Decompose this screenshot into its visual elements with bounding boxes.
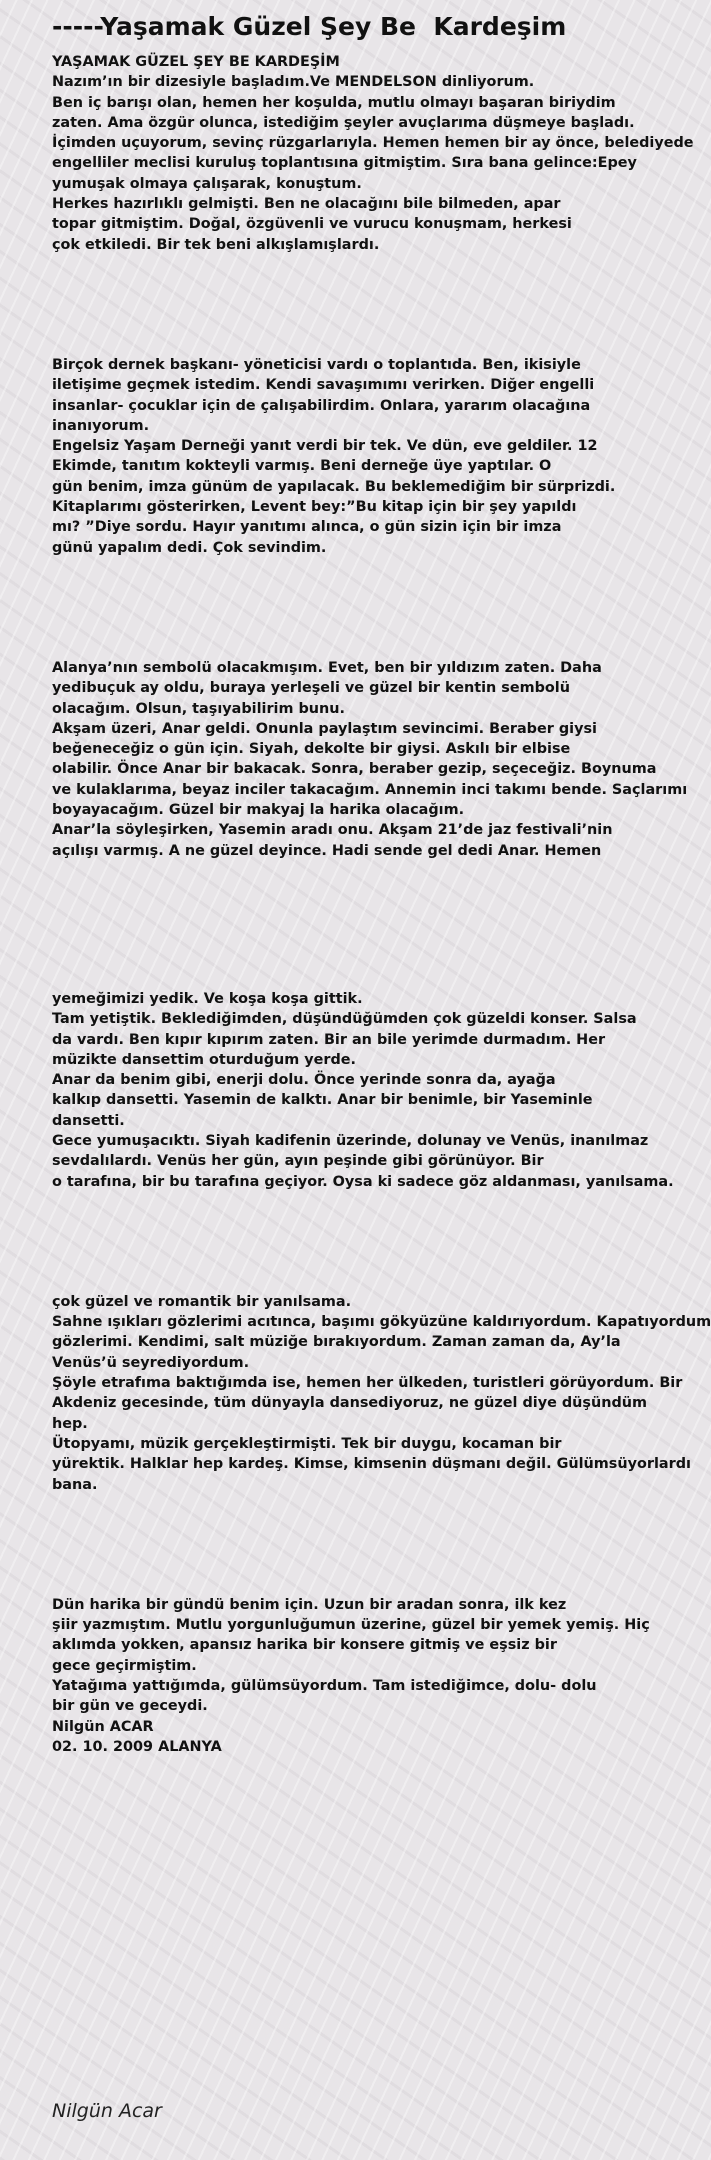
poem-line: Venüs’ü seyrediyordum. xyxy=(52,1354,250,1371)
poem-line: şiir yazmıştım. Mutlu yorgunluğumun üzerine, güzel bir yemek yemiş. Hiç xyxy=(52,1617,650,1634)
poem-line: Alanya’nın sembolü olacakmışım. Evet, ben bir yıldızım zaten. Daha xyxy=(52,659,602,676)
poem-line: Nilgün ACAR xyxy=(52,1718,154,1735)
poem-line: Birçok dernek başkanı- yöneticisi vardı o toplantıda. Ben, ikisiyle xyxy=(52,356,581,373)
stanza xyxy=(52,355,640,558)
poem-line: ve kulaklarıma, beyaz inciler takacağım. Annemin inci takımı bende. Saçlarımı xyxy=(52,781,688,798)
stanza xyxy=(52,52,694,255)
poem-line: yedibuçuk ay oldu, buraya yerleşeli ve güzel bir kentin sembolü xyxy=(52,680,570,697)
poem-line: hep. xyxy=(52,1415,88,1432)
poem-line: gece geçirmiştim. xyxy=(52,1657,197,1674)
poem-line: Kitaplarımı gösterirken, Levent bey:”Bu kitap için bir şey yapıldı xyxy=(52,499,577,516)
stanza xyxy=(52,1292,711,1495)
poem-line: çok etkiledi. Bir tek beni alkışlamışlardı. xyxy=(52,236,380,253)
poem-line: bir gün ve geceydi. xyxy=(52,1698,208,1715)
poem-line: da vardı. Ben kıpır kıpırım zaten. Bir an bile yerimde durmadım. Her xyxy=(52,1031,606,1048)
poem-line: yürektik. Halklar hep kardeş. Kimse, kimsenin düşmanı değil. Gülümsüyorlardı xyxy=(52,1456,691,1473)
poem-line: olacağım. Olsun, taşıyabilirim bunu. xyxy=(52,700,345,717)
poem-line: İçimden uçuyorum, sevinç rüzgarlarıyla. Hemen hemen bir ay önce, belediyede xyxy=(52,135,694,152)
author-signature: Nilgün Acar xyxy=(52,2100,162,2122)
poem-line: Akdeniz gecesinde, tüm dünyayla dansediyoruz, ne güzel diye düşündüm xyxy=(52,1395,648,1412)
poem-line: Sahne ışıkları gözlerimi acıtınca, başımı gökyüzüne kaldırıyordum. Kapatıyordum xyxy=(52,1314,711,1331)
poem-line: Ütopyamı, müzik gerçekleştirmişti. Tek bir duygu, kocaman bir xyxy=(52,1435,562,1452)
poem-line: yumuşak olmaya çalışarak, konuştum. xyxy=(52,175,362,192)
poem-line: engelliler meclisi kuruluş toplantısına gitmiştim. Sıra bana gelince:Epey xyxy=(52,155,637,172)
poem-line: boyayacağım. Güzel bir makyaj la harika olacağım. xyxy=(52,802,465,819)
poem-line: topar gitmiştim. Doğal, özgüvenli ve vurucu konuşmam, herkesi xyxy=(52,216,572,233)
poem-line: Anar’la söyleşirken, Yasemin aradı onu. Akşam 21’de jaz festivali’nin xyxy=(52,822,613,839)
poem-line: gün benim, imza günüm de yapılacak. Bu beklemediğim bir sürprizdi. xyxy=(52,478,616,495)
poem-line: Nazım’ın bir dizesiyle başladım.Ve MENDELSON dinliyorum. xyxy=(52,74,535,91)
poem-line: 02. 10. 2009 ALANYA xyxy=(52,1738,222,1755)
poem-body xyxy=(52,52,711,1757)
poem-line: çok güzel ve romantik bir yanılsama. xyxy=(52,1293,352,1310)
poem-line: mı? ”Diye sordu. Hayır yanıtımı alınca, o gün sizin için bir imza xyxy=(52,519,562,536)
poem-line: iletişime geçmek istedim. Kendi savaşımımı verirken. Diğer engelli xyxy=(52,377,595,394)
poem-line: Engelsiz Yaşam Derneği yanıt verdi bir tek. Ve dün, eve geldiler. 12 xyxy=(52,438,598,455)
poem-line: açılışı varmış. A ne güzel deyince. Hadi sende gel dedi Anar. Hemen xyxy=(52,842,602,859)
poem-line: aklımda yokken, apansız harika bir konsere gitmiş ve eşsiz bir xyxy=(52,1637,557,1654)
poem-line: Şöyle etrafıma baktığımda ise, hemen her ülkeden, turistleri görüyordum. Bir xyxy=(52,1375,683,1392)
stanza xyxy=(52,1595,650,1757)
poem-line: Gece yumuşacıktı. Siyah kadifenin üzerinde, dolunay ve Venüs, inanılmaz xyxy=(52,1132,649,1149)
poem-title: -----Yaşamak Güzel Şey Be Kardeşim xyxy=(52,12,567,41)
poem-line: kalkıp dansetti. Yasemin de kalktı. Anar bir benimle, bir Yaseminle xyxy=(52,1092,593,1109)
poem-line: dansetti. xyxy=(52,1112,125,1129)
poem-line: sevdalılardı. Venüs her gün, ayın peşinde gibi görünüyor. Bir xyxy=(52,1153,544,1170)
poem-line: Anar da benim gibi, enerji dolu. Önce yerinde sonra da, ayağa xyxy=(52,1072,556,1089)
poem-line: insanlar- çocuklar için de çalışabilirdim. Onlara, yararım olacağına xyxy=(52,397,591,414)
poem-line: beğeneceğiz o gün için. Siyah, dekolte bir giysi. Askılı bir elbise xyxy=(52,741,571,758)
poem-line: Ben iç barışı olan, hemen her koşulda, mutlu olmayı başaran biriydim xyxy=(52,94,616,111)
poem-line: YAŞAMAK GÜZEL ŞEY BE KARDEŞİM xyxy=(52,54,340,70)
poem-line: olabilir. Önce Anar bir bakacak. Sonra, beraber gezip, seçeceğiz. Boynuma xyxy=(52,761,657,778)
poem-line: yemeğimizi yedik. Ve koşa koşa gittik. xyxy=(52,990,363,1007)
stanza xyxy=(52,989,674,1192)
poem-line: Tam yetiştik. Beklediğimden, düşündüğümden çok güzeldi konser. Salsa xyxy=(52,1011,637,1028)
poem-line: Dün harika bir gündü benim için. Uzun bir aradan sonra, ilk kez xyxy=(52,1596,567,1613)
poem-line: gözlerimi. Kendimi, salt müziğe bırakıyordum. Zaman zaman da, Ay’la xyxy=(52,1334,621,1351)
poem-line: müzikte dansettim oturduğum yerde. xyxy=(52,1051,357,1068)
poem-line: Yatağıma yattığımda, gülümsüyordum. Tam istediğimce, dolu- dolu xyxy=(52,1678,597,1695)
poem-line: Ekimde, tanıtım kokteyli varmış. Beni derneğe üye yaptılar. O xyxy=(52,458,552,475)
poem-line: inanıyorum. xyxy=(52,417,150,434)
poem-line: bana. xyxy=(52,1476,98,1493)
poem-line: o tarafına, bir bu tarafına geçiyor. Oysa ki sadece göz aldanması, yanılsama. xyxy=(52,1173,674,1190)
poem-line: günü yapalım dedi. Çok sevindim. xyxy=(52,539,327,556)
poem-line: zaten. Ama özgür olunca, istediğim şeyler avuçlarıma düşmeye başladı. xyxy=(52,114,635,131)
poem-line: Herkes hazırlıklı gelmişti. Ben ne olacağını bile bilmeden, apar xyxy=(52,196,561,213)
poem-line: Akşam üzeri, Anar geldi. Onunla paylaştım sevincimi. Beraber giysi xyxy=(52,720,597,737)
stanza xyxy=(52,658,688,861)
